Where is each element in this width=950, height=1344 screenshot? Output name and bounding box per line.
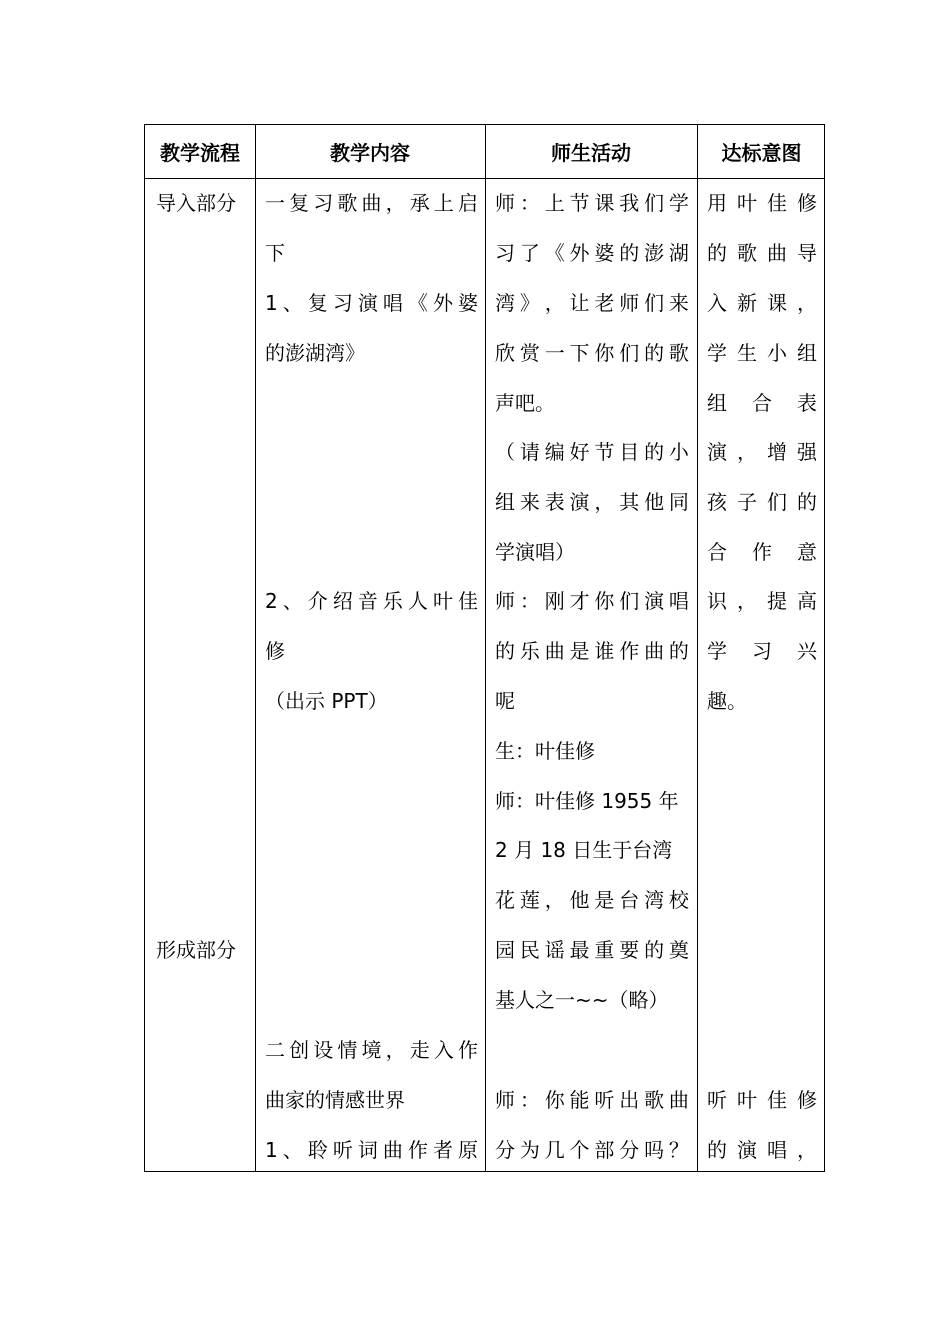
activity-line: 欣 赏 一 下 你 们 的 歌 <box>495 341 689 365</box>
activity-line: 习 了 《 外 婆 的 澎 湖 <box>495 241 689 265</box>
activity-line: 师 ： 你 能 听 出 歌 曲 <box>495 1088 689 1112</box>
intent-line: 的 演 唱 ， <box>707 1138 817 1162</box>
activity-line: （ 请 编 好 节 目 的 小 <box>495 440 689 464</box>
content-line: （出示 PPT） <box>265 689 388 713</box>
column-goal-intent <box>707 178 817 1171</box>
intent-line: 识 ， 提 高 <box>707 589 817 613</box>
header-teaching-process: 教学流程 <box>160 141 240 165</box>
activity-line: 呢 <box>495 689 515 713</box>
intent-line: 演 ， 增 强 <box>707 440 817 464</box>
activity-line: 组 来 表 演 ， 其 他 同 <box>495 490 689 514</box>
intent-line: 学 习 兴 <box>707 639 817 663</box>
intent-line: 趣。 <box>707 689 747 713</box>
activity-line: 师 ： 刚 才 你 们 演 唱 <box>495 589 689 613</box>
activity-line: 师 ： 上 节 课 我 们 学 <box>495 191 689 215</box>
header-teaching-content: 教学内容 <box>330 141 410 165</box>
activity-line: 生：叶佳修 <box>495 739 595 763</box>
intent-line: 组 合 表 <box>707 391 817 415</box>
activity-line: 2 月 18 日生于台湾 <box>495 838 673 862</box>
activity-line: 学演唱） <box>495 540 575 564</box>
content-line: 一 复 习 歌 曲 ， 承 上 启 <box>265 191 478 215</box>
intent-line: 入 新 课 ， <box>707 291 817 315</box>
intent-line: 听 叶 佳 修 <box>707 1088 817 1112</box>
column-divider-1 <box>255 125 256 1171</box>
intent-line: 孩 子 们 的 <box>707 490 817 514</box>
activity-line: 园 民 谣 最 重 要 的 奠 <box>495 938 689 962</box>
activity-line: 基人之一~~（略） <box>495 988 669 1012</box>
intent-line: 合 作 意 <box>707 540 817 564</box>
activity-line: 湾 》 ， 让 老 师 们 来 <box>495 291 689 315</box>
activity-line: 声吧。 <box>495 391 555 415</box>
content-line: 曲家的情感世界 <box>265 1088 405 1112</box>
column-teaching-content <box>265 178 478 1171</box>
content-line: 2 、 介 绍 音 乐 人 叶 佳 <box>265 589 478 613</box>
intent-line: 用 叶 佳 修 <box>707 191 817 215</box>
stage-import: 导入部分 <box>156 191 236 215</box>
activity-line: 师：叶佳修 1955 年 <box>495 789 679 813</box>
content-line: 修 <box>265 639 285 663</box>
content-line: 下 <box>265 241 285 265</box>
column-divider-3 <box>697 125 698 1171</box>
content-line: 1 、 聆 听 词 曲 作 者 原 <box>265 1138 478 1162</box>
stage-form: 形成部分 <box>156 938 236 962</box>
column-teacher-student-activity <box>495 178 689 1171</box>
lesson-plan-table <box>144 124 825 1172</box>
header-goal-intent: 达标意图 <box>721 141 802 165</box>
column-teaching-process <box>156 178 254 1171</box>
intent-line: 的 歌 曲 导 <box>707 241 817 265</box>
header-teacher-student-activity: 师生活动 <box>551 141 631 165</box>
activity-line: 花 莲 ， 他 是 台 湾 校 <box>495 888 689 912</box>
activity-line: 的 乐 曲 是 谁 作 曲 的 <box>495 639 689 663</box>
content-line: 的澎湖湾》 <box>265 341 365 365</box>
content-line: 1 、 复 习 演 唱 《 外 婆 <box>265 291 478 315</box>
column-divider-2 <box>485 125 486 1171</box>
intent-line: 学 生 小 组 <box>707 341 817 365</box>
activity-line: 分 为 几 个 部 分 吗 ？ <box>495 1138 689 1162</box>
content-line: 二 创 设 情 境 ， 走 入 作 <box>265 1038 478 1062</box>
